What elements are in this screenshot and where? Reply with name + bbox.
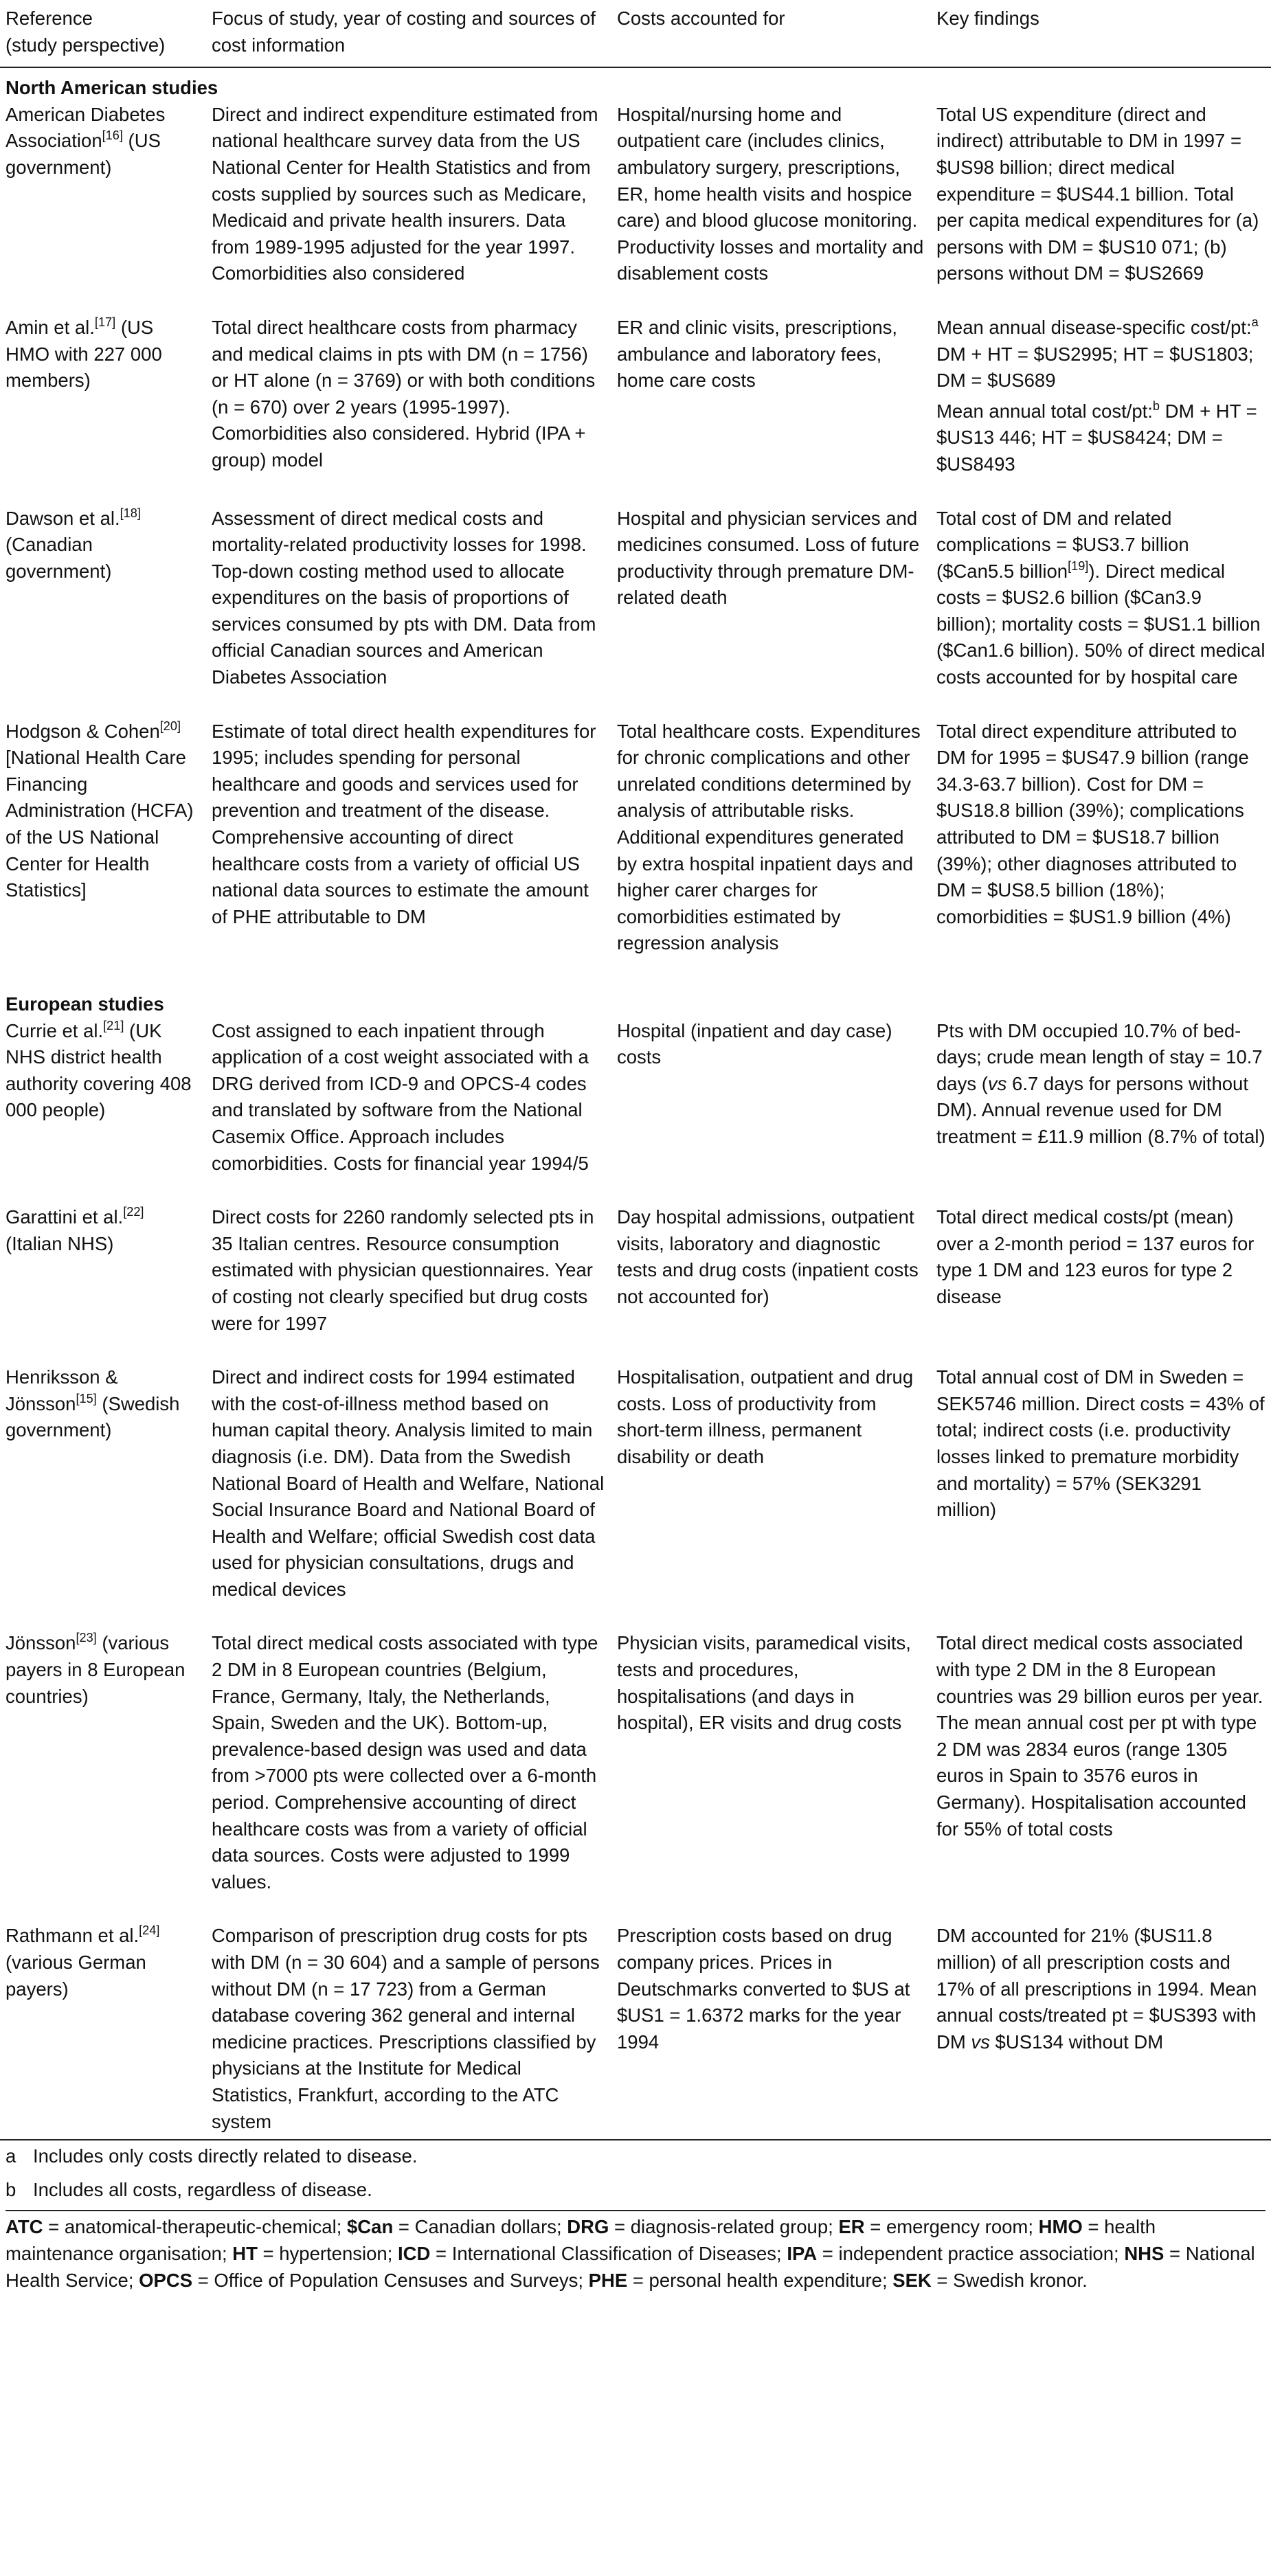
abbreviation-definition: health maintenance organisation [5, 2216, 1156, 2264]
footnote [5, 2177, 1266, 2204]
citation-superscript: a [1251, 315, 1259, 330]
abbreviation-term: PHE [588, 2269, 628, 2291]
cell-costs: Day hospital admissions, outpatient visits, laboratory and diagnostic tests and drug costs (inpatient costs not accounted for) [617, 1206, 919, 1307]
cell-reference: Amin et al.[17] (US HMO with 227 000 members) [5, 315, 162, 392]
abbreviation-term: ICD [397, 2242, 431, 2264]
cell-findings [931, 1018, 1271, 1205]
citation-superscript: [21] [103, 1018, 124, 1032]
cell-costs: ER and clinic visits, prescriptions, ambulance and laboratory fees, home care costs [617, 316, 898, 392]
citation-superscript: [16] [102, 128, 123, 143]
abbreviation-term: $Can [347, 2216, 394, 2238]
table-row [0, 315, 1271, 506]
cell-costs: Physician visits, paramedical visits, tests and procedures, hospitalisations (and days in hospital), ER visits and drug costs [617, 1632, 911, 1734]
abbreviation-term: HMO [1038, 2216, 1083, 2238]
footnote [5, 2143, 1266, 2170]
abbreviation-term: DRG [567, 2216, 609, 2238]
cell-findings [931, 1364, 1271, 1630]
cell-focus: Direct costs for 2260 randomly selected pts in 35 Italian centres. Resource consumption estimated with physician questionnaires. Year of costing not clearly specified but drug costs were for 1997 [212, 1206, 594, 1334]
cell-focus: Assessment of direct medical costs and mortality-related productivity losses for 1998. Top-down costing method used to allocate expenditures on the basis of proportions of services consumed by pts with DM. Data from official Canadian sources and American Diabetes Association [212, 507, 596, 688]
abbreviation-term: NHS [1124, 2242, 1165, 2264]
abbreviation-definition: Office of Population Censuses and Surveys [214, 2269, 578, 2291]
footnotes [5, 2143, 1266, 2203]
cell-findings [931, 506, 1271, 719]
cell-findings [931, 315, 1271, 506]
table-row [0, 1204, 1271, 1364]
table-row [0, 102, 1271, 315]
cell-focus: Direct and indirect expenditure estimated from national healthcare survey data from the US National Center for Health Statistics and from costs supplied by sources such as Medicare, Medicaid and private health insurers. Data from 1989-1995 adjusted for the year 1997. Comorbidities also considered [212, 103, 598, 284]
table-row [0, 1364, 1271, 1630]
citation-superscript: [23] [76, 1631, 97, 1645]
cell-costs: Total healthcare costs. Expenditures for chronic complications and other unrelated conditions determined by analysis of attributable risks. Additional expenditures generated by extra hospital inpatient days and higher carer charges for comorbidities estimated by regression analysis [617, 720, 921, 954]
abbreviation-term: HT [232, 2242, 258, 2264]
header-row [0, 0, 1271, 67]
finding-paragraph: DM accounted for 21% ($US11.8 million) of all prescription costs and 17% of all prescriptions in 1994. Mean annual costs/treated pt = $US393 with DM vs $US134 without DM [936, 1925, 1257, 2053]
cell-costs: Prescription costs based on drug company prices. Prices in Deutschmarks converted to $US at $US1 = 1.6372 marks for the year 1994 [611, 1923, 931, 2140]
abbreviation-definition: Canadian dollars [414, 2216, 556, 2238]
table-header [0, 0, 1271, 67]
citation-superscript: b [1152, 398, 1160, 413]
cell-reference: Rathmann et al.[24] (various German payers) [0, 1923, 206, 2140]
abbreviation-term: ER [838, 2216, 865, 2238]
abbreviation-definition: hypertension [279, 2242, 387, 2264]
abbreviation-definition: International Classification of Diseases [451, 2242, 777, 2264]
header-costs: Costs accounted for [611, 0, 931, 67]
finding-paragraph: Total direct medical costs associated with type 2 DM in the 8 European countries was 29 billion euros per year. The mean annual cost per pt with type 2 DM was 2834 euros (range 1305 euros in Spain to 3576 euros in Germany). Hospitalisation accounted for 55% of total costs [936, 1632, 1263, 1840]
finding-paragraph: Total direct medical costs/pt (mean) over a 2-month period = 137 euros for type 1 DM and 123 euros for type 2 disease [936, 1206, 1255, 1307]
cell-costs: Hospital/nursing home and outpatient care (includes clinics, ambulatory surgery, prescriptions, ER, home health visits and hospice care) and blood glucose monitoring. Productivity losses and mortality and disablement costs [617, 103, 924, 284]
citation-superscript: [20] [159, 719, 181, 733]
cell-focus: Cost assigned to each inpatient through application of a cost weight associated with a DRG derived from ICD-9 and OPCS-4 codes and translated by software from the National Casemix Office. Approach includes comorbidities. Costs for financial year 1994/5 [212, 1019, 589, 1174]
finding-paragraph: Total US expenditure (direct and indirect) attributable to DM in 1997 = $US98 billion; direct medical expenditure = $US44.1 billion. Total per capita medical expenditures for (a) persons with DM = $US10 071; (b) persons without DM = $US2669 [936, 103, 1259, 284]
cell-focus: Total direct medical costs associated with type 2 DM in 8 European countries (Belgium, France, Germany, Italy, the Netherlands, Spain, Sweden and the UK). Bottom-up, prevalence-based design was used and data from >7000 pts were collected over a 6-month period. Comprehensive accounting of direct healthcare costs was from a variety of official data sources. Costs were adjusted to 1999 values. [212, 1632, 598, 1893]
abbreviation-definition: National Health Service [5, 2242, 1255, 2291]
cell-reference: Dawson et al.[18] (Canadian government) [5, 506, 141, 582]
cell-focus: Direct and indirect costs for 1994 estimated with the cost-of-illness method based on human capital theory. Analysis limited to main diagnosis (i.e. DM). Data from the Swedish National Board of Health and Welfare, National Social Insurance Board and National Board of Health and Welfare; official Swedish cost data used for physician consultations, drugs and medical devices [212, 1366, 605, 1600]
citation-superscript: [19] [1068, 558, 1089, 573]
table-body [0, 67, 1271, 2140]
header-reference [0, 0, 206, 67]
footnote-mark: a [5, 2145, 16, 2167]
citation-superscript: [18] [120, 506, 141, 520]
finding-paragraph: Total annual cost of DM in Sweden = SEK5746 million. Direct costs = 43% of total; indirect costs (i.e. productivity losses linked to premature morbidity and mortality) = 57% (SEK3291 million) [936, 1366, 1265, 1521]
section-row [0, 984, 1271, 1018]
table-row [0, 1018, 1271, 1205]
citation-superscript: [22] [123, 1205, 144, 1219]
header-reference-line1: Reference [5, 8, 93, 29]
cell-focus: Total direct healthcare costs from pharmacy and medical claims in pts with DM (n = 1756) or HT alone (n = 3769) or with both conditions (n = 670) over 2 years (1995-1997). Comorbidities also considered. Hybrid (IPA + group) model [212, 316, 596, 471]
italic-text: vs [987, 1072, 1007, 1094]
abbreviation-definition: anatomical-therapeutic-chemical [64, 2216, 337, 2238]
section-row [0, 67, 1271, 102]
cell-findings [931, 719, 1271, 984]
section-title: North American studies [5, 77, 218, 99]
cell-findings [931, 1204, 1271, 1364]
abbreviation-definition: personal health expenditure [649, 2269, 882, 2291]
citation-superscript: [17] [94, 315, 116, 330]
header-findings: Key findings [931, 0, 1271, 67]
cell-findings [931, 1630, 1271, 1923]
cell-findings [931, 1923, 1271, 2140]
cell-focus: Comparison of prescription drug costs for pts with DM (n = 30 604) and a sample of persons without DM (n = 17 723) from a German database covering 362 general and internal medicine practices. Prescriptions classified by physicians at the Institute for Medical Statistics, Frankfurt, according to the ATC system [206, 1923, 611, 2140]
footnote-text: Includes only costs directly related to disease. [33, 2145, 418, 2167]
finding-paragraph: Total cost of DM and related complications = $US3.7 billion ($Can5.5 billion[19]). Direct medical costs = $US2.6 billion ($Can3.9 billion); mortality costs = $US1.1 billion ($Can1.6 billion). 50% of direct medical costs accounted for by hospital care [936, 507, 1266, 688]
header-reference-line2: (study perspective) [5, 34, 166, 56]
citation-superscript: [15] [76, 1391, 97, 1405]
abbreviation-term: ATC [5, 2216, 43, 2238]
cell-reference: American Diabetes Association[16] (US government) [5, 103, 166, 178]
cell-reference: Henriksson & Jönsson[15] (Swedish government) [5, 1366, 180, 1441]
footnote-text: Includes all costs, regardless of disease. [33, 2178, 372, 2200]
abbreviations-list: ATC = anatomical-therapeutic-chemical; $Can = Canadian dollars; DRG = diagnosis-related group; ER = emergency room; HMO = health maintenance organisation; HT = hypertension; ICD = International Classification of Diseases; IPA = independent practice association; NHS = National Health Service; OPCS = Office of Population Censuses and Surveys; PHE = personal health expenditure; SEK = Swedish kronor. [5, 2210, 1266, 2294]
cell-costs: Hospitalisation, outpatient and drug costs. Loss of productivity from short-term illness, permanent disability or death [617, 1366, 914, 1467]
abbreviation-definition: Swedish kronor. [953, 2269, 1088, 2291]
abbreviation-term: IPA [787, 2242, 818, 2264]
finding-paragraph: Total direct expenditure attributed to DM for 1995 = $US47.9 billion (range 34.3-63.7 billion). Cost for DM = $US18.8 billion (39%); complications attributed to DM = $US18.7 billion (39%); other diagnoses attributed to DM = $US8.5 billion (18%); comorbidities = $US1.9 billion (4%) [936, 720, 1249, 927]
abbreviation-term: SEK [892, 2269, 932, 2291]
abbreviation-definition: independent practice association [838, 2242, 1114, 2264]
table-row [0, 506, 1271, 719]
cell-findings [931, 102, 1271, 315]
citation-superscript: [24] [139, 1923, 160, 1938]
cell-costs: Hospital and physician services and medicines consumed. Loss of future productivity through premature DM-related death [617, 507, 920, 609]
section-title: European studies [5, 993, 164, 1015]
table-row [0, 719, 1271, 984]
abbreviation-term: OPCS [139, 2269, 193, 2291]
header-focus: Focus of study, year of costing and sources of cost information [206, 0, 611, 67]
cell-reference: Garattini et al.[22] (Italian NHS) [5, 1205, 144, 1254]
table-row [0, 1923, 1271, 2140]
table-notes [0, 2140, 1271, 2294]
cell-reference: Hodgson & Cohen[20] [National Health Care Financing Administration (HCFA) of the US National Center for Health Statistics] [5, 719, 194, 901]
cell-costs: Hospital (inpatient and day case) costs [617, 1019, 892, 1068]
italic-text: vs [971, 2031, 990, 2053]
finding-paragraph: Pts with DM occupied 10.7% of bed-days; crude mean length of stay = 10.7 days (vs 6.7 days for persons without DM). Annual revenue used for DM treatment = £11.9 million (8.7% of total) [936, 1019, 1266, 1147]
abbreviation-definition: diagnosis-related group [630, 2216, 829, 2238]
finding-paragraph: Mean annual disease-specific cost/pt:$^a$ DM + HT = $US2995; HT = $US1803; DM = $US689 [936, 315, 1259, 392]
abbreviation-definition: emergency room [886, 2216, 1028, 2238]
cell-focus: Estimate of total direct health expenditures for 1995; includes spending for personal healthcare and goods and services used for prevention and treatment of the disease. Comprehensive accounting of direct healthcare costs from a variety of official US national data sources to estimate the amount of PHE attributable to DM [212, 720, 596, 927]
table-row [0, 1630, 1271, 1923]
finding-paragraph: Mean annual total cost/pt:$^b$ DM + HT = $US13 446; HT = $US8424; DM = $US8493 [936, 398, 1257, 475]
cell-reference: Currie et al.[21] (UK NHS district health authority covering 408 000 people) [5, 1018, 192, 1121]
cell-reference: Jönsson[23] (various payers in 8 European countries) [5, 1631, 185, 1707]
footnote-mark: b [5, 2178, 16, 2200]
